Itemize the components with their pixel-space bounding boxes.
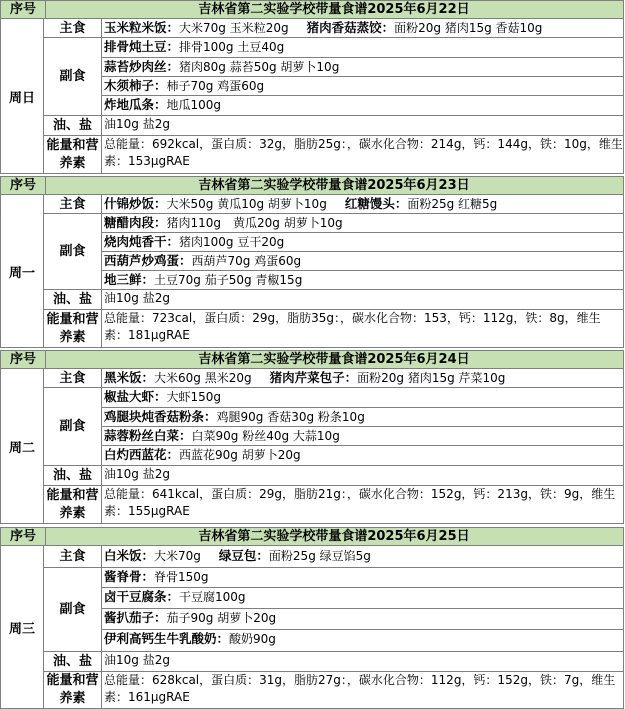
menu-section-monday — [0, 176, 625, 348]
dish-ingredients: 猪肉110g 黄瓜20g 胡萝卜10g — [166, 216, 343, 230]
dish-ingredients: 脊骨150g — [154, 570, 209, 584]
dish-ingredients: 茄子90g 胡萝卜20g — [166, 611, 277, 625]
oil-salt-label: 油、盐 — [44, 652, 102, 672]
staple-item-name: 红糖馒头： — [344, 196, 408, 211]
staple-item-detail: 面粉20g 猪肉15g 芹菜10g — [357, 371, 506, 385]
index-header: 序号 — [1, 1, 46, 18]
dish-name: 酱扒茄子： — [104, 610, 167, 625]
dish-name: 地三鲜： — [104, 272, 155, 287]
staple-item-name: 黑米饭： — [104, 370, 155, 385]
oil-salt-detail: 油10g 盐2g — [102, 466, 624, 486]
dish-ingredients: 土豆70g 茄子50g 青椒15g — [154, 273, 303, 287]
staple-item-detail: 大米70g 玉米粒20g — [179, 21, 289, 35]
dish-ingredients: 西葫芦70g 鸡蛋60g — [191, 254, 302, 268]
staple-item-detail: 大米60g 黑米20g — [154, 371, 252, 385]
section-title: 吉林省第二实验学校带量食谱2025年6月23日 — [198, 178, 470, 193]
section-header — [0, 527, 624, 546]
staple-item-name: 什锦炒饭： — [104, 196, 167, 211]
oil-salt-label: 油、盐 — [44, 116, 102, 136]
dish-name: 白灼西蓝花： — [104, 447, 180, 462]
side-dish-row — [102, 568, 624, 588]
staple-label: 主食 — [44, 19, 102, 38]
dish-name: 酱脊骨： — [104, 569, 155, 584]
menu-section-sunday — [0, 0, 625, 174]
dish-ingredients: 酸奶90g — [229, 632, 276, 646]
dish-name: 鸡腿块炖香菇粉条： — [104, 409, 217, 424]
section-title: 吉林省第二实验学校带量食谱2025年6月22日 — [198, 2, 470, 17]
energy-detail: 总能量：723cal，蛋白质：29g，脂肪35g：，碳水化合物：153，钙：112g，铁：8g，维生素：181μgRAE — [102, 310, 624, 348]
menu-section-wednesday — [0, 527, 625, 709]
dish-ingredients: 猪肉80g 蒜苔50g 胡萝卜10g — [179, 60, 340, 74]
section-header — [0, 176, 624, 195]
dish-name: 卤干豆腐条： — [104, 589, 180, 604]
staple-label: 主食 — [44, 195, 102, 214]
staple-detail — [102, 546, 624, 568]
weekday-label: 周一 — [0, 195, 44, 348]
dish-ingredients: 大虾150g — [166, 390, 222, 404]
side-dish-row — [102, 446, 624, 466]
section-title: 吉林省第二实验学校带量食谱2025年6月25日 — [198, 529, 470, 544]
staple-item-name: 绿豆包： — [218, 548, 269, 563]
staple-detail — [102, 19, 624, 38]
oil-salt-detail: 油10g 盐2g — [102, 290, 624, 310]
side-dish-row — [102, 609, 624, 630]
side-dish-row — [102, 38, 624, 58]
dish-name: 蒜苔炒肉丝： — [104, 59, 180, 74]
side-dish-row — [102, 96, 624, 116]
index-header: 序号 — [1, 177, 46, 194]
staple-item-detail: 面粉20g 猪肉15g 香菇10g — [394, 21, 543, 35]
weekday-label: 周二 — [0, 369, 44, 524]
side-dish-label: 副食 — [44, 388, 102, 466]
index-header: 序号 — [1, 351, 46, 368]
dish-ingredients: 西蓝花90g 胡萝卜20g — [179, 448, 301, 462]
side-dish-row — [102, 588, 624, 609]
side-dish-row — [102, 58, 624, 77]
section-header — [0, 0, 624, 19]
staple-item-detail: 面粉25g 红糖5g — [407, 197, 498, 211]
weekday-label: 周三 — [0, 546, 44, 709]
energy-detail: 总能量：641kcal，蛋白质：29g，脂肪21g：，碳水化合物：152g，钙：213g，铁：9g，维生素：155μgRAE — [102, 486, 624, 524]
weekday-label: 周日 — [0, 19, 44, 174]
side-dish-label: 副食 — [44, 38, 102, 116]
staple-item-detail: 面粉25g 绿豆馅5g — [268, 549, 371, 563]
dish-ingredients: 柿子70g 鸡蛋60g — [166, 79, 265, 93]
staple-item-name: 玉米粒米饭： — [104, 20, 180, 35]
dish-ingredients: 排骨100g 土豆40g — [179, 40, 285, 54]
dish-name: 木须柿子： — [104, 78, 167, 93]
dish-name: 糖醋肉段： — [104, 215, 167, 230]
side-dish-row — [102, 271, 624, 290]
staple-item-name: 猪肉芹菜包子： — [269, 370, 358, 385]
section-header — [0, 350, 624, 369]
energy-label: 能量和营养素 — [44, 486, 102, 524]
section-title: 吉林省第二实验学校带量食谱2025年6月24日 — [198, 352, 470, 367]
dish-ingredients: 鸡腿90g 香菇30g 粉条10g — [216, 410, 365, 424]
staple-label: 主食 — [44, 546, 102, 568]
staple-item-detail: 大米50g 黄瓜10g 胡萝卜10g — [166, 197, 327, 211]
staple-item-name: 猪肉香菇蒸饺： — [306, 20, 395, 35]
oil-salt-label: 油、盐 — [44, 290, 102, 310]
side-dish-row — [102, 427, 624, 446]
staple-item-name: 白米饭： — [104, 548, 155, 563]
index-header: 序号 — [1, 528, 46, 545]
oil-salt-detail: 油10g 盐2g — [102, 652, 624, 672]
menu-section-tuesday — [0, 350, 625, 524]
side-dish-row — [102, 388, 624, 408]
oil-salt-detail: 油10g 盐2g — [102, 116, 624, 136]
dish-ingredients: 地瓜100g — [166, 98, 222, 112]
side-dish-row — [102, 233, 624, 252]
side-dish-row — [102, 408, 624, 427]
dish-name: 烧肉炖香干： — [104, 234, 180, 249]
dish-name: 炸地瓜条： — [104, 97, 167, 112]
side-dish-label: 副食 — [44, 568, 102, 652]
oil-salt-label: 油、盐 — [44, 466, 102, 486]
side-dish-label: 副食 — [44, 214, 102, 290]
dish-name: 排骨炖土豆： — [104, 39, 180, 54]
dish-ingredients: 猪肉100g 豆干20g — [179, 235, 285, 249]
dish-name: 西葫芦炒鸡蛋： — [104, 253, 192, 268]
dish-name: 蒜蓉粉丝白菜： — [104, 428, 192, 443]
dish-name: 伊利高钙生牛乳酸奶： — [104, 631, 230, 646]
staple-detail — [102, 195, 624, 214]
side-dish-row — [102, 252, 624, 271]
dish-ingredients: 白菜90g 粉丝40g 大蒜10g — [191, 429, 340, 443]
staple-label: 主食 — [44, 369, 102, 388]
energy-label: 能量和营养素 — [44, 136, 102, 174]
dish-name: 椒盐大虾： — [104, 389, 167, 404]
energy-detail: 总能量：692kcal，蛋白质：32g，脂肪25g：，碳水化合物：214g，钙：144g，铁：10g，维生素：153μgRAE — [102, 136, 624, 174]
staple-detail — [102, 369, 624, 388]
energy-detail: 总能量：628kcal，蛋白质：31g，脂肪27g：，碳水化合物：112g，钙：152g，铁：7g，维生素：161μgRAE — [102, 672, 624, 709]
side-dish-row — [102, 630, 624, 652]
side-dish-row — [102, 77, 624, 96]
staple-item-detail: 大米70g — [154, 549, 201, 563]
dish-ingredients: 干豆腐100g — [179, 590, 246, 604]
energy-label: 能量和营养素 — [44, 672, 102, 709]
side-dish-row — [102, 214, 624, 233]
energy-label: 能量和营养素 — [44, 310, 102, 348]
